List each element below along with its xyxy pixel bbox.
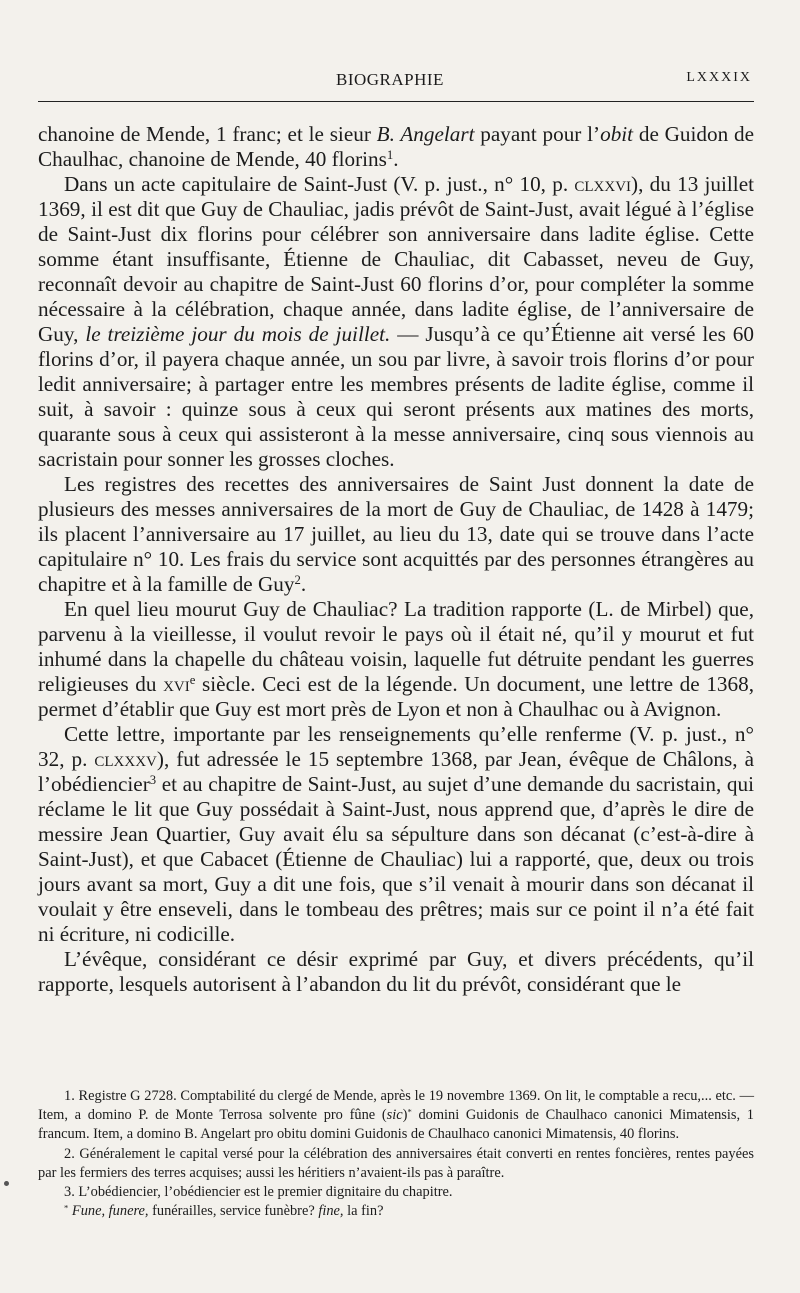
scan-dot <box>4 1181 9 1186</box>
footnote-ref-1: 1 <box>386 148 394 163</box>
obit-term: obit <box>600 122 634 146</box>
paragraph-3: Les registres des recettes des anniversaires de Saint Just donnent la date de plusieurs des messes anniversaires de la mort de Guy de Chauliac, de 1428 à 1479; ils placent l’anniversaire au 17 juillet, au lieu du 13, date qui se trouve dans l’acte capitulaire n° 10. Les frais du service sont acquittés par des personnes étrangères au chapitre et à la famille de Guy$^2$. <box>38 472 754 596</box>
paragraph-1: chanoine de Mende, 1 franc; et le sieur B. Angelart payant pour l’obit de Guidon de Chaulhac, chanoine de Mende, 40 florins$^1$. <box>38 122 754 171</box>
footnote-1: 1. Registre G 2728. Comptabilité du clergé de Mende, après le 19 novembre 1369. On lit, le comptable a recu,... etc. — Item, a domino P. de Monte Terrosa solvente pro fûne (sic)* domini Guidonis de Chaulhaco canonici Mimatensis, 1 francum. Item, a domino B. Angelart pro obitu domini Guidonis de Chaulhaco canonici Mimatensis, 40 florins. <box>38 1088 754 1143</box>
paragraph-6: L’évêque, considérant ce désir exprimé par Guy, et divers précédents, qu’il rapporte, lesquels autorisent à l’abandon du lit du prévôt, considérant que le <box>38 947 754 996</box>
century: xvi <box>163 672 190 696</box>
asterisk-ref: * <box>407 1106 412 1117</box>
footnote-3: 3. L’obédiencier, l’obédiencier est le premier dignitaire du chapitre. <box>64 1184 453 1201</box>
running-head <box>34 70 756 94</box>
date-phrase: le treizième jour du mois de juillet. <box>85 322 391 346</box>
page-ref: clxxvi <box>574 172 632 196</box>
running-title: BIOGRAPHIE <box>336 70 444 89</box>
footnote-ref-2: 2 <box>294 573 301 588</box>
book-page <box>34 0 756 1293</box>
page-number: LXXXIX <box>686 70 752 85</box>
footnote-asterisk: * Fune, funere, funérailles, service funèbre? fine, la fin? <box>64 1202 384 1220</box>
footnotes <box>38 1087 754 1221</box>
footnote-2: 2. Généralement le capital versé pour la célébration des anniversaires était converti en rentes foncières, rentes payées par les fermiers des terres acquises; aussi les héritiers n’avaient-ils pas à paraître. <box>38 1145 754 1181</box>
footnote-ref-3: 3 <box>149 773 157 788</box>
header-rule <box>38 101 754 102</box>
paragraph-5: Cette lettre, importante par les renseignements qu’elle renferme (V. p. just., n° 32, p. clxxxv), fut adressée le 15 septembre 1368, par Jean, évêque de Châlons, à l’obédiencier$^3$ et au chapitre de Saint-Just, au sujet d’une demande du sacristain, qui réclame le lit que Guy possédait à Saint-Just, nous apprend que, d’après le dire de messire Jean Quartier, Guy avait élu sa sépulture dans son décanat (c’est-à-dire à Saint-Just), et que Cabacet (Étienne de Chauliac) lui a rapporté, que, deux ou trois jours avant sa mort, Guy a dit une fois, que s’il venait à mourir dans son décanat il voulait y être enseveli, dans le tombeau des prêtres; mais sur ce point il n’a été fait ni écriture, ni codicille. <box>38 722 754 946</box>
paragraph-2: Dans un acte capitulaire de Saint-Just (V. p. just., n° 10, p. clxxvi), du 13 juillet 1369, il est dit que Guy de Chauliac, jadis prévôt de Saint-Just, avait légué à l’église de Saint-Just dix florins pour célébrer son anniversaire dans ladite église. Cette somme étant insuffisante, Étienne de Chauliac, dit Cabasset, neveu de Guy, reconnaît devoir au chapitre de Saint-Just 60 florins d’or, pour compléter la somme nécessaire à la célébration, chaque année, dans ladite église, de l’anniversaire de Guy, le treizième jour du mois de juillet. — Jusqu’à ce qu’Étienne ait versé les 60 florins d’or, il payera chaque année, un sou par livre, à savoir trois florins d’or pour ledit anniversaire; à partager entre les membres présents de ladite église, comme il suit, à savoir : quinze sous à ceux qui seront présents aux matines des morts, quarante sous à ceux qui assisteront à la messe anniversaire, cinq sous viennois au sacristain pour sonner les grosses cloches. <box>38 172 754 471</box>
body-text <box>38 122 754 997</box>
page-ref: clxxxv <box>94 747 157 771</box>
paragraph-4: En quel lieu mourut Guy de Chauliac? La tradition rapporte (L. de Mirbel) que, parvenu à la vieillesse, il voulut revoir le pays où il était né, qu’il y mourut et fut inhumé dans la chapelle du château voisin, laquelle fut détruite pendant les guerres religieuses du xvi$^e$ siècle. Ceci est de la légende. Un document, une lettre de 1368, permet d’établir que Guy est mort près de Lyon et non à Chaulhac ou à Avignon. <box>38 597 754 721</box>
person-name: B. Angelart <box>376 122 475 146</box>
